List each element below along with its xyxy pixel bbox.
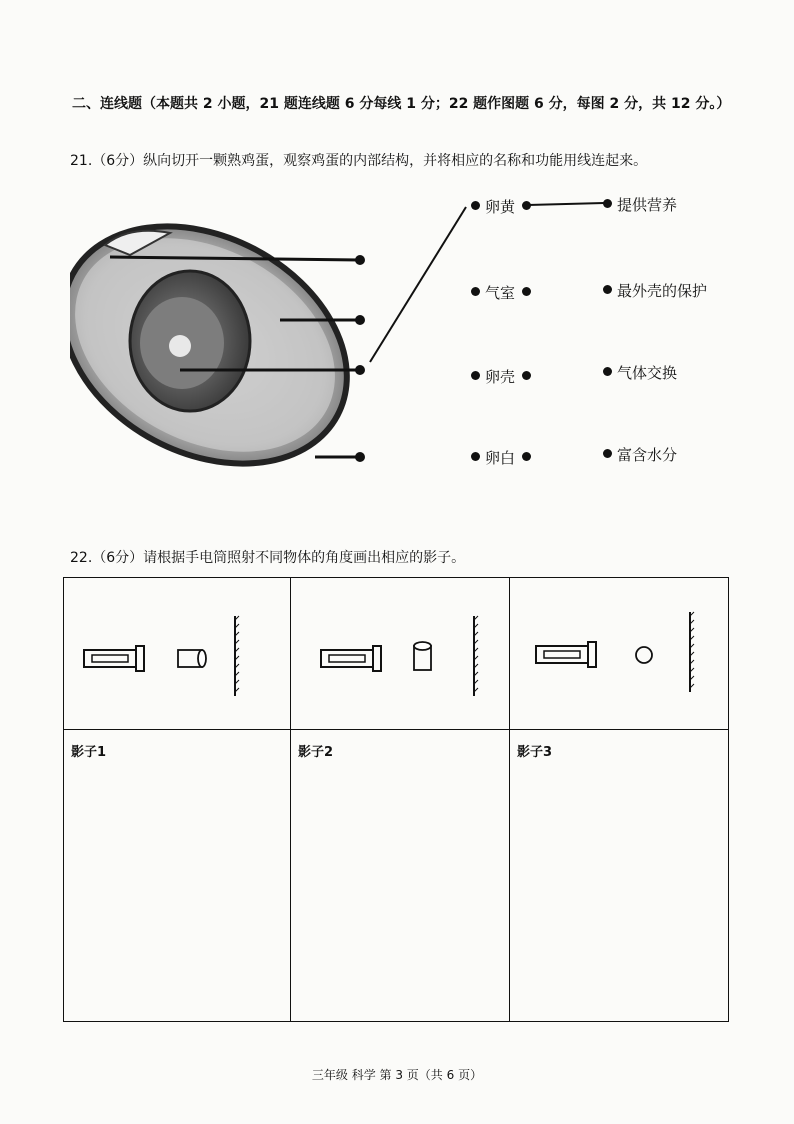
wall-screen-icon — [690, 612, 694, 692]
wall-screen-icon — [235, 616, 239, 696]
name-dot-left-1[interactable] — [471, 201, 480, 210]
sphere-icon — [636, 647, 652, 663]
name-dot-left-2[interactable] — [471, 287, 480, 296]
page-footer: 三年级 科学 第 3 页（共 6 页） — [311, 1068, 483, 1082]
shadow-drawing-area-2[interactable] — [291, 730, 510, 1022]
flashlight-icon — [321, 646, 381, 671]
function-dot-1[interactable] — [603, 199, 612, 208]
function-dot-2[interactable] — [603, 285, 612, 294]
name-dot-right-1[interactable] — [522, 201, 531, 210]
function-water: 富含水分 — [617, 446, 678, 464]
wall-screen-icon — [474, 616, 478, 696]
function-nutrition: 提供营养 — [617, 196, 678, 214]
cylinder-side-icon — [178, 650, 206, 667]
name-white: 卵白 — [485, 449, 516, 467]
shadow-drawing-area-1[interactable] — [64, 730, 291, 1022]
cylinder-upright-icon — [414, 642, 431, 670]
function-dot-3[interactable] — [603, 367, 612, 376]
shadow-drawing-area-3[interactable] — [510, 730, 729, 1022]
flashlight-icon — [84, 646, 144, 671]
shadow-label-1: 影子1 — [71, 745, 107, 760]
name-dot-right-3[interactable] — [522, 371, 531, 380]
name-dot-left-3[interactable] — [471, 371, 480, 380]
scene-3 — [510, 578, 729, 730]
flashlight-icon — [536, 642, 596, 667]
name-dot-right-4[interactable] — [522, 452, 531, 461]
function-dot-4[interactable] — [603, 449, 612, 458]
function-protection: 最外壳的保护 — [617, 282, 708, 300]
name-dot-left-4[interactable] — [471, 452, 480, 461]
name-air-cell: 气室 — [485, 284, 516, 302]
section-title: 二、连线题（本题共 2 小题，21 题连线题 6 分每线 1 分；22 题作图题 6 分，每图 2 分，共 12 分。） — [72, 96, 731, 112]
name-shell: 卵壳 — [485, 368, 516, 386]
question-22-text: 22.（6分）请根据手电筒照射不同物体的角度画出相应的影子。 — [70, 550, 466, 566]
question-21-text: 21.（6分）纵向切开一颗熟鸡蛋，观察鸡蛋的内部结构，并将相应的名称和功能用线连起来。 — [70, 153, 648, 169]
function-gas-exchange: 气体交换 — [617, 364, 678, 382]
name-yolk: 卵黄 — [485, 198, 516, 216]
scene-1 — [64, 578, 291, 730]
scene-2 — [291, 578, 510, 730]
name-dot-right-2[interactable] — [522, 287, 531, 296]
shadow-label-2: 影子2 — [298, 745, 334, 760]
shadow-label-3: 影子3 — [517, 745, 553, 760]
shadow-drawing-table — [63, 577, 729, 1022]
